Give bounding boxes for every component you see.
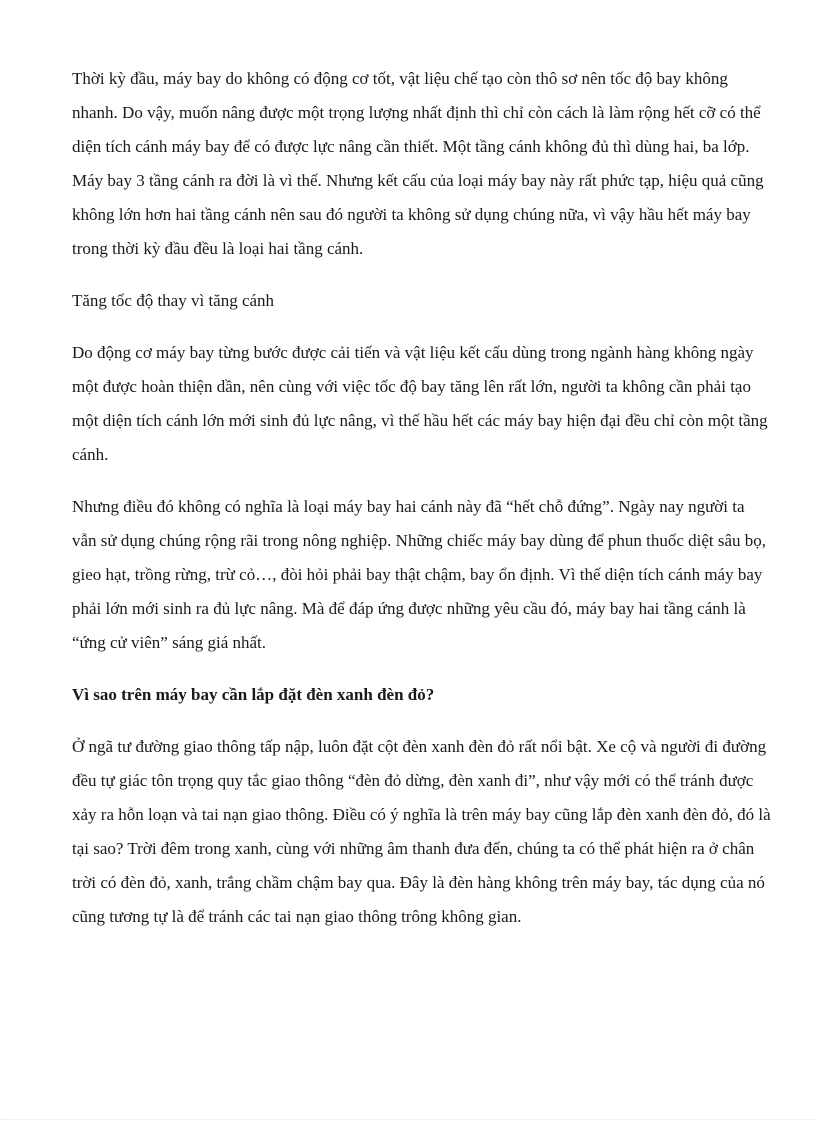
document-body — [72, 62, 772, 952]
subheading-speed-vs-wings: Tăng tốc độ thay vì tăng cánh — [72, 291, 275, 310]
paragraph-navigation-lights: Ở ngã tư đường giao thông tấp nập, luôn đặt cột đèn xanh đèn đỏ rất nổi bật. Xe cộ và người đi đường đều tự giác tôn trọng quy tắc giao thông “đèn đỏ dừng, đèn xanh đi”, như vậy mới có thể tránh được xảy ra hỗn loạn và tai nạn giao thông. Điều có ý nghĩa là trên máy bay cũng lắp đèn xanh đèn đỏ, đó là tại sao? Trời đêm trong xanh, cùng với những âm thanh đưa đến, chúng ta có thể phát hiện ra ở chân trời có đèn đỏ, xanh, trắng chầm chậm bay qua. Đây là đèn hàng không trên máy bay, tác dụng của nó cũng tương tự là để tránh các tai nạn giao thông trông không gian. — [72, 737, 771, 926]
paragraph-early-biplanes: Thời kỳ đầu, máy bay do không có động cơ tốt, vật liệu chế tạo còn thô sơ nên tốc độ bay không nhanh. Do vậy, muốn nâng được một trọng lượng nhất định thì chỉ còn cách là làm rộng hết cỡ có thể diện tích cánh máy bay để có được lực nâng cần thiết. Một tầng cánh không đủ thì dùng hai, ba lớp. Máy bay 3 tầng cánh ra đời là vì thế. Nhưng kết cấu của loại máy bay này rất phức tạp, hiệu quả cũng không lớn hơn hai tầng cánh nên sau đó người ta không sử dụng chúng nữa, vì vậy hầu hết máy bay trong thời kỳ đầu đều là loại hai tầng cánh. — [72, 69, 764, 258]
paragraph-modern-monoplanes: Do động cơ máy bay từng bước được cải tiến và vật liệu kết cấu dùng trong ngành hàng không ngày một được hoàn thiện dần, nên cùng với việc tốc độ bay tăng lên rất lớn, người ta không cần phải tạo một diện tích cánh lớn mới sinh đủ lực nâng, vì thế hầu hết các máy bay hiện đại đều chỉ còn một tầng cánh. — [72, 343, 768, 464]
page-bottom-divider — [0, 1119, 816, 1120]
section-heading-navigation-lights: Vì sao trên máy bay cần lắp đặt đèn xanh đèn đỏ? — [72, 685, 435, 704]
paragraph-agricultural-biplanes: Nhưng điều đó không có nghĩa là loại máy bay hai cánh này đã “hết chỗ đứng”. Ngày nay người ta vẫn sử dụng chúng rộng rãi trong nông nghiệp. Những chiếc máy bay dùng để phun thuốc diệt sâu bọ, gieo hạt, trồng rừng, trừ cỏ…, đòi hỏi phải bay thật chậm, bay ổn định. Vì thế diện tích cánh máy bay phải lớn mới sinh ra đủ lực nâng. Mà để đáp ứng được những yêu cầu đó, máy bay hai tầng cánh là “ứng cử viên” sáng giá nhất. — [72, 497, 767, 652]
